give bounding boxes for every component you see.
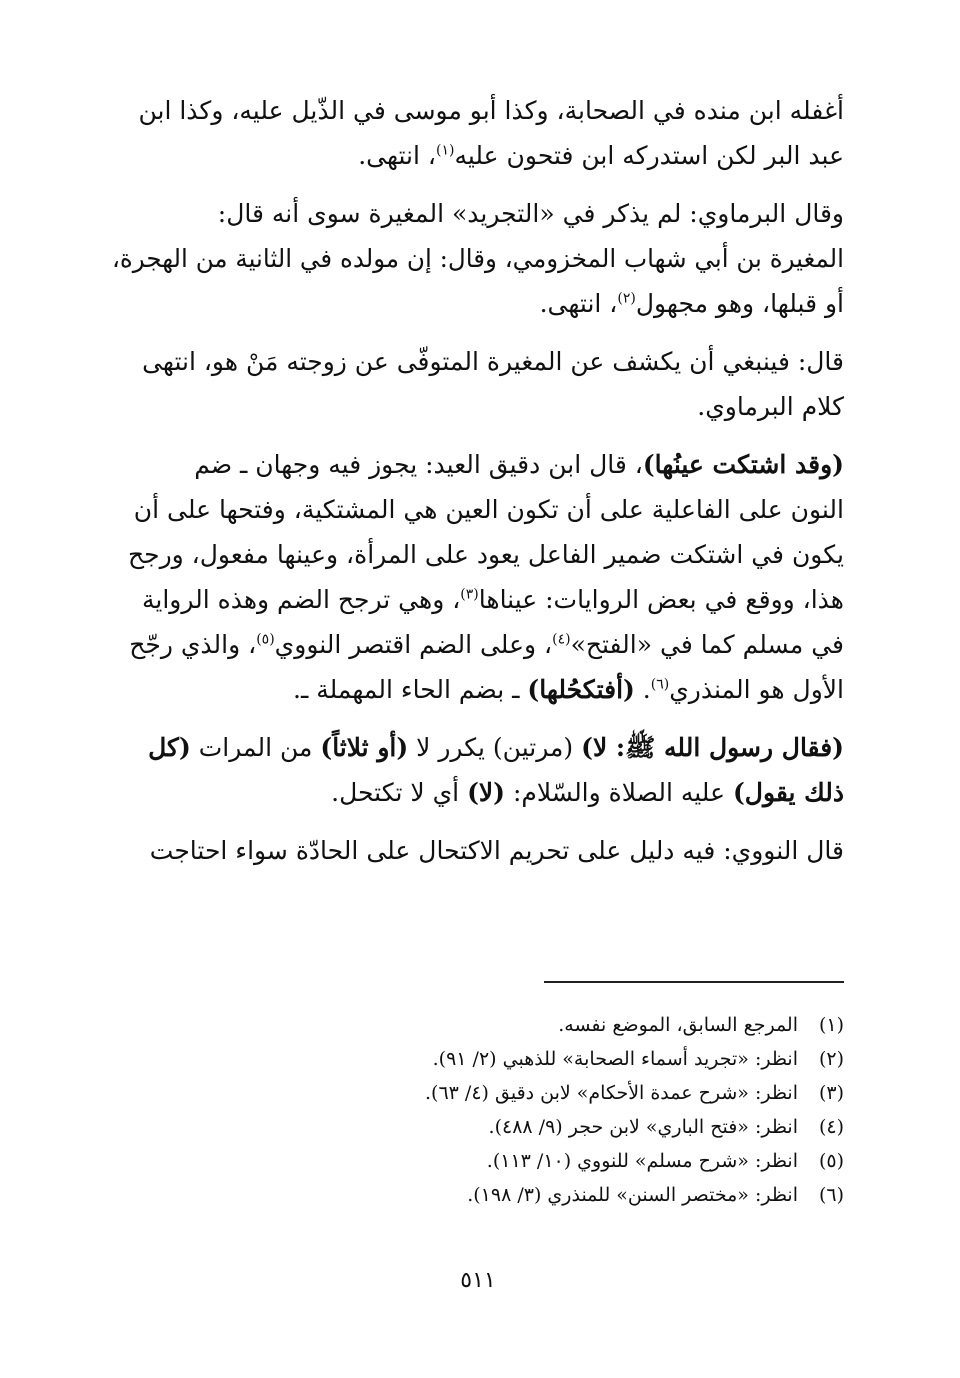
footnote-text: انظر: «مختصر السنن» للمنذري (٣/ ١٩٨).	[467, 1184, 798, 1206]
footnotes-list	[112, 1008, 844, 1212]
text-run: .	[634, 675, 651, 704]
bold-text-run: ذلك يقول)	[732, 778, 844, 807]
footnote	[112, 1076, 844, 1110]
text-line	[112, 828, 844, 873]
text-line	[112, 487, 844, 532]
paragraph	[112, 88, 844, 178]
page-number: ٥١١	[460, 1268, 496, 1293]
text-line	[112, 667, 844, 712]
text-run: ، قال ابن دقيق العيد: يجوز فيه وجهان ـ ضم	[194, 450, 643, 479]
text-run: في مسلم كما في «الفتح»	[570, 630, 844, 659]
text-run: ، وعلى الضم اقتصر النووي	[274, 630, 553, 659]
text-run: يكون في اشتكت ضمير الفاعل يعود على المرأة، وعينها مفعول، ورجح	[127, 540, 844, 569]
text-run: ، انتهى.	[539, 289, 618, 318]
bold-text-run: (لا)	[467, 778, 505, 807]
footnote	[112, 1144, 844, 1178]
text-line	[111, 236, 845, 281]
footnote-number: (٥)	[818, 1150, 844, 1172]
text-line	[112, 88, 844, 133]
text-run: عليه الصلاة والسّلام:	[505, 778, 733, 807]
footnote-number: (١)	[818, 1014, 844, 1036]
text-run: عبد البر لكن استدركه ابن فتحون عليه	[454, 141, 844, 170]
text-line	[112, 384, 844, 429]
text-line	[112, 532, 844, 577]
text-run: ، انتهى.	[358, 141, 436, 170]
text-run: ، والذي رجّح	[129, 630, 257, 659]
footnote	[112, 1178, 844, 1212]
paragraph	[112, 191, 844, 326]
footnote-reference: (٥)	[256, 631, 275, 648]
text-line	[112, 725, 844, 770]
text-run: أي لا تكتحل.	[331, 778, 468, 807]
text-run: (مرتين) يكرر لا	[408, 733, 582, 762]
footnote-text: المرجع السابق، الموضع نفسه.	[558, 1014, 798, 1036]
footnote-number: (٢)	[818, 1048, 844, 1070]
text-line	[112, 770, 844, 815]
text-run: هذا، ووقع في بعض الروايات: عيناها	[478, 585, 844, 614]
footnote-reference: (٣)	[460, 586, 479, 603]
text-run: من المرات	[190, 733, 321, 762]
footnote-number: (٤)	[818, 1116, 844, 1138]
text-run: أو قبلها، وهو مجهول	[635, 289, 844, 318]
footnote	[112, 1042, 844, 1076]
text-run: المغيرة بن أبي شهاب المخزومي، وقال: إن مولده في الثانية من الهجرة،	[111, 244, 845, 273]
text-run: الأول هو المنذري	[669, 675, 844, 704]
bold-text-run: (أو ثلاثاً)	[320, 733, 409, 762]
footnote-reference: (٦)	[650, 676, 670, 693]
text-line	[112, 133, 844, 178]
footnote	[112, 1008, 844, 1042]
text-run: قال النووي: فيه دليل على تحريم الاكتحال على الحادّة سواء احتاجت	[149, 836, 844, 865]
paragraph	[112, 339, 844, 429]
text-line	[112, 191, 844, 236]
text-run: كلام البرماوي.	[697, 392, 844, 421]
footnote-text: انظر: «تجريد أسماء الصحابة» للذهبي (٢/ ٩١).	[432, 1048, 798, 1070]
text-run: النون على الفاعلية على أن تكون العين هي المشتكية، وفتحها على أن	[133, 495, 844, 524]
body-text	[112, 88, 844, 873]
paragraph	[112, 442, 844, 712]
footnote	[112, 1110, 844, 1144]
text-line	[112, 442, 844, 487]
bold-text-run: (فقال رسول الله ﷺ: لا)	[581, 733, 844, 762]
footnote-separator	[544, 981, 844, 983]
text-run: ، وهي ترجح الضم وهذه الرواية	[141, 585, 461, 614]
bold-text-run: (وقد اشتكت عينُها)	[642, 450, 844, 479]
footnote-reference: (٢)	[617, 290, 636, 307]
footnote-text: انظر: «شرح مسلم» للنووي (١٠/ ١١٣).	[486, 1150, 798, 1172]
text-line	[112, 339, 844, 384]
text-run: وقال البرماوي: لم يذكر في «التجريد» المغيرة سوى أنه قال:	[217, 199, 844, 228]
footnote-reference: (٤)	[552, 631, 571, 648]
footnote-reference: (١)	[435, 142, 455, 159]
text-run: ـ بضم الحاء المهملة ـ.	[293, 675, 528, 704]
text-line	[112, 577, 844, 622]
footnote-text: انظر: «فتح الباري» لابن حجر (٩/ ٤٨٨).	[488, 1116, 798, 1138]
footnote-number: (٦)	[818, 1184, 844, 1206]
text-line	[112, 281, 844, 326]
paragraph	[112, 828, 844, 873]
text-line	[112, 622, 844, 667]
footnote-number: (٣)	[818, 1082, 844, 1104]
paragraph	[112, 725, 844, 815]
text-run: أغفله ابن منده في الصحابة، وكذا أبو موسى في الذّيل عليه، وكذا ابن	[138, 96, 844, 125]
document-page	[112, 88, 844, 1318]
bold-text-run: (أفتكحُلها)	[527, 675, 635, 704]
text-run: قال: فينبغي أن يكشف عن المغيرة المتوفّى عن زوجته مَنْ هو، انتهى	[142, 347, 844, 376]
footnote-text: انظر: «شرح عمدة الأحكام» لابن دقيق (٤/ ٦٣).	[424, 1082, 798, 1104]
bold-text-run: (كل	[148, 733, 191, 762]
